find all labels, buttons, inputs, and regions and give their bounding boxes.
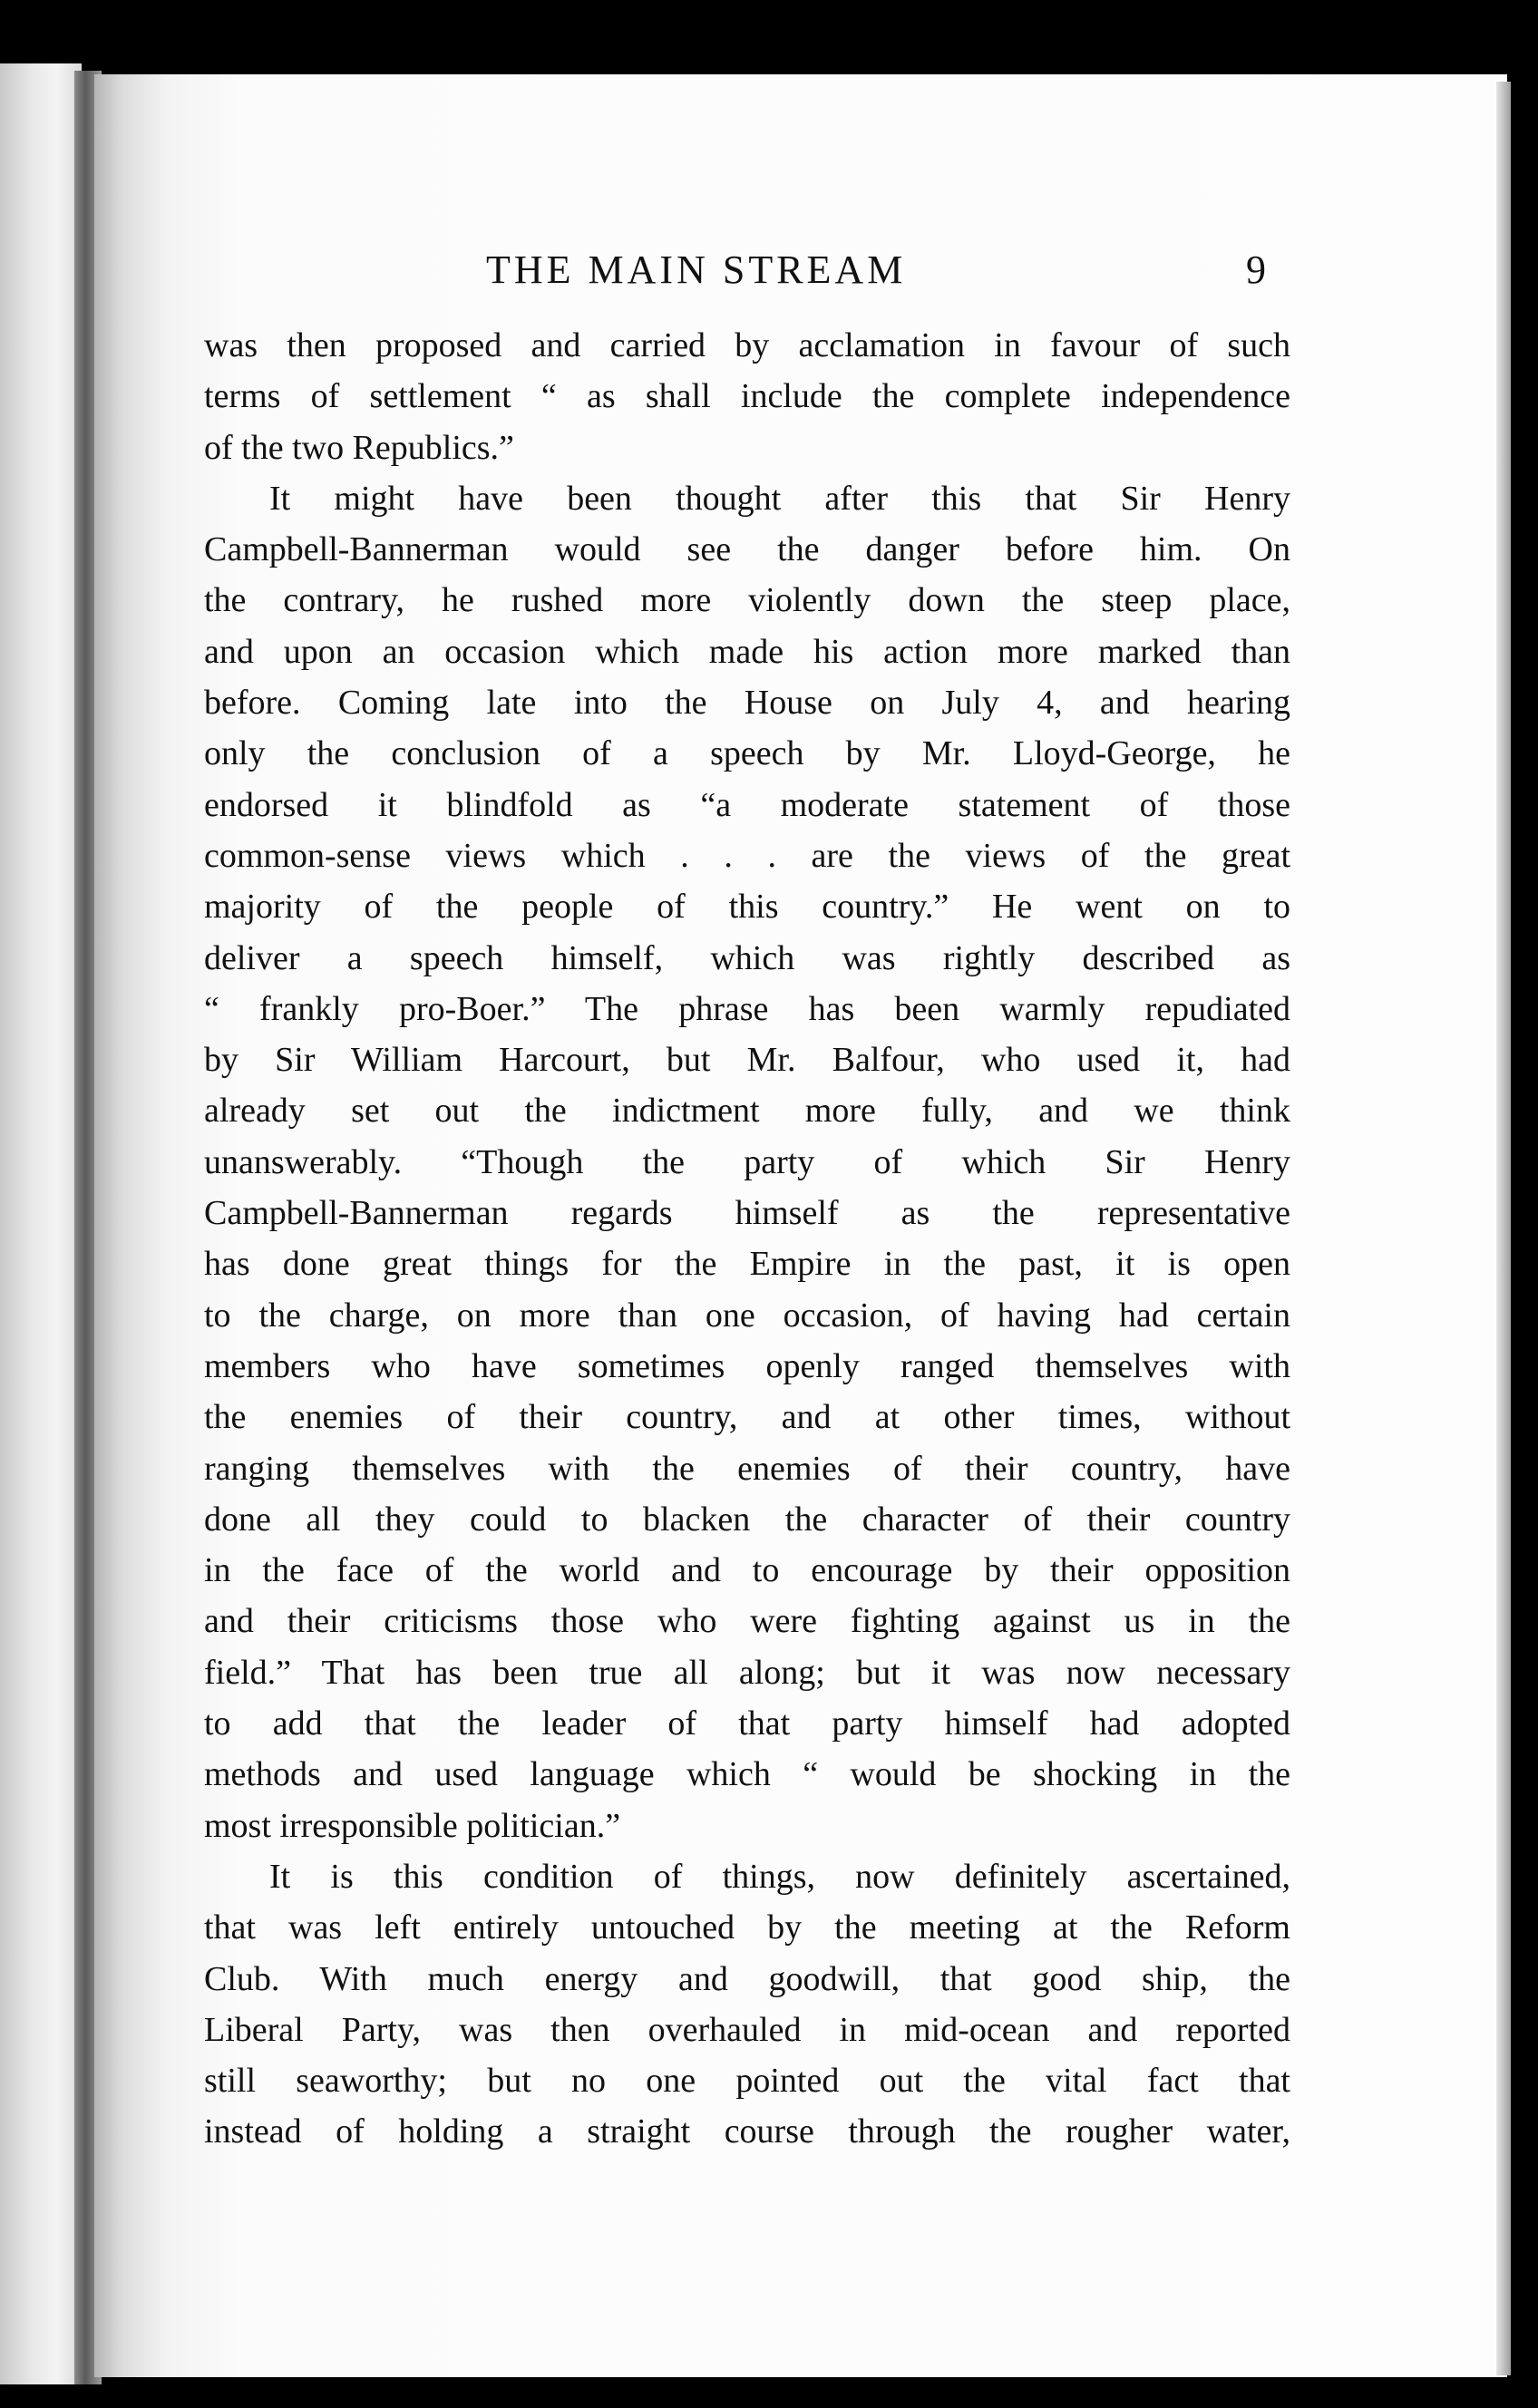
text-line: and upon an occasion which made his action more marked than [204,632,1290,671]
text-line: members who have sometimes openly ranged themselves with [204,1346,1290,1385]
text-line: field.” That has been true all along; but it was now necessary [204,1653,1290,1692]
text-line: before. Coming late into the House on July 4, and hearing [204,684,1290,723]
text-line: Campbell-Bannerman regards himself as the representative [204,1194,1290,1233]
text-line: still seaworthy; but no one pointed out the vital fact that [204,2062,1290,2101]
text-line: Club. With much energy and goodwill, that good ship, the [204,1959,1290,1998]
facing-page-edge [0,63,82,2384]
text-line: only the conclusion of a speech by Mr. Lloyd-George, he [204,734,1290,773]
text-line: instead of holding a straight course through the rougher water, [204,2112,1290,2151]
text-line: to the charge, on more than one occasion, of having had certain [204,1296,1290,1335]
text-line: Liberal Party, was then overhauled in mid-ocean and reported [204,2010,1290,2049]
text-line: ranging themselves with the enemies of their country, have [204,1449,1290,1488]
text-line: It is this condition of things, now definitely ascertained, [269,1857,1290,1896]
text-line: majority of the people of this country.” He went on to [204,888,1290,927]
page-fore-edge [1496,82,1511,2375]
page-number: 9 [1246,248,1266,292]
running-title: THE MAIN STREAM [486,248,907,292]
text-line: of the two Republics.” [204,428,514,467]
text-line: already set out the indictment more fully, and we think [204,1092,1290,1131]
text-line: to add that the leader of that party himself had adopted [204,1704,1290,1743]
text-line: done all they could to blacken the character of their country [204,1500,1290,1539]
body-text [204,320,1290,2158]
text-line: Campbell-Bannerman would see the danger before him. On [204,530,1290,569]
text-line: by Sir William Harcourt, but Mr. Balfour, who used it, had [204,1041,1290,1080]
text-line: the enemies of their country, and at other times, without [204,1398,1290,1437]
text-line: “ frankly pro-Boer.” The phrase has been warmly repudiated [204,989,1290,1028]
text-line: in the face of the world and to encourage by their opposition [204,1551,1290,1590]
text-line: the contrary, he rushed more violently down the steep place, [204,581,1290,620]
text-line: endorsed it blindfold as “a moderate statement of those [204,785,1290,824]
text-line: deliver a speech himself, which was rightly described as [204,938,1290,977]
text-line: has done great things for the Empire in the past, it is open [204,1245,1290,1284]
text-line: methods and used language which “ would be shocking in the [204,1755,1290,1794]
text-line: most irresponsible politician.” [204,1806,621,1845]
text-line: terms of settlement “ as shall include the complete independence [204,377,1290,416]
text-line: that was left entirely untouched by the meeting at the Reform [204,1908,1290,1947]
text-line: was then proposed and carried by acclamation in favour of such [204,326,1290,364]
text-line: It might have been thought after this that Sir Henry [269,479,1290,518]
text-line: common-sense views which . . . are the views of the great [204,836,1290,875]
text-line: and their criticisms those who were fighting against us in the [204,1602,1290,1641]
text-line: unanswerably. “Though the party of which Sir Henry [204,1142,1290,1181]
